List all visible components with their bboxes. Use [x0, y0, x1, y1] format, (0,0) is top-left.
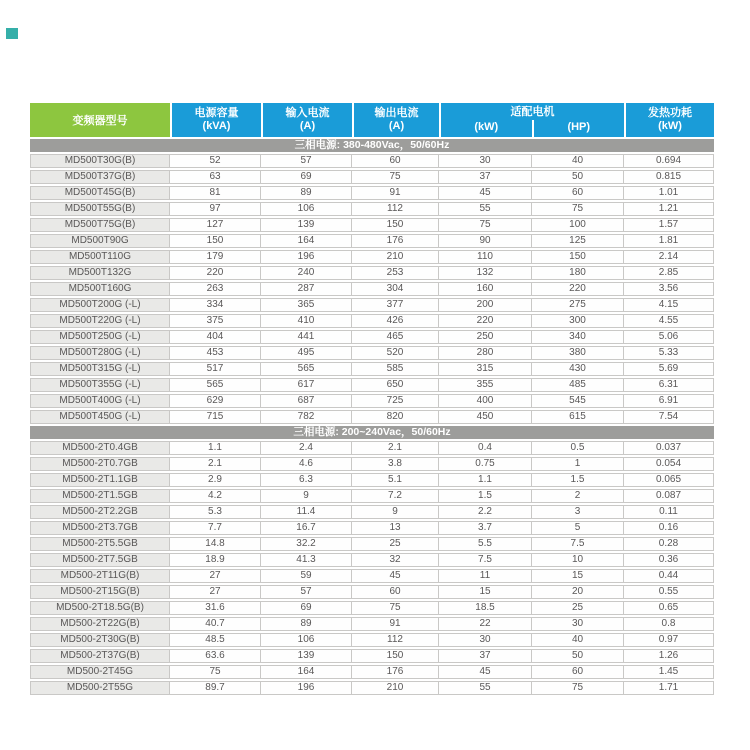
value-cell: 5.1 — [352, 473, 439, 487]
model-cell: MD500-2T5.5GB — [30, 537, 170, 551]
header-power-capacity-title: 电源容量 — [194, 107, 239, 119]
value-cell: 60 — [532, 186, 624, 200]
value-cell: 10 — [532, 553, 624, 567]
header-output-current — [352, 103, 439, 137]
value-cell: 465 — [352, 330, 439, 344]
header-heat-loss — [624, 103, 714, 137]
value-cell: 2.1 — [170, 457, 261, 471]
value-cell: 15 — [532, 569, 624, 583]
header-adapted-motor-group — [439, 103, 624, 137]
table-body — [30, 139, 714, 695]
value-cell: 200 — [439, 298, 532, 312]
model-cell: MD500-2T30G(B) — [30, 633, 170, 647]
table-row — [30, 394, 714, 408]
value-cell: 7.5 — [532, 537, 624, 551]
value-cell: 196 — [261, 250, 352, 264]
value-cell: 1.45 — [624, 665, 714, 679]
table-row — [30, 585, 714, 599]
header-output-current-unit: (A) — [388, 120, 405, 132]
value-cell: 100 — [532, 218, 624, 232]
table-row — [30, 537, 714, 551]
value-cell: 2 — [532, 489, 624, 503]
value-cell: 0.815 — [624, 170, 714, 184]
model-cell: MD500-2T0.7GB — [30, 457, 170, 471]
table-row — [30, 250, 714, 264]
value-cell: 1.26 — [624, 649, 714, 663]
value-cell: 1.5 — [532, 473, 624, 487]
model-cell: MD500T220G (-L) — [30, 314, 170, 328]
value-cell: 106 — [261, 202, 352, 216]
value-cell: 430 — [532, 362, 624, 376]
model-cell: MD500T90G — [30, 234, 170, 248]
value-cell: 150 — [352, 218, 439, 232]
value-cell: 1.81 — [624, 234, 714, 248]
table-row — [30, 441, 714, 455]
value-cell: 132 — [439, 266, 532, 280]
value-cell: 60 — [532, 665, 624, 679]
value-cell: 820 — [352, 410, 439, 424]
model-cell: MD500-2T22G(B) — [30, 617, 170, 631]
value-cell: 63.6 — [170, 649, 261, 663]
corner-mark — [6, 28, 18, 39]
value-cell: 2.85 — [624, 266, 714, 280]
value-cell: 5.06 — [624, 330, 714, 344]
table-row — [30, 617, 714, 631]
value-cell: 520 — [352, 346, 439, 360]
value-cell: 404 — [170, 330, 261, 344]
model-cell: MD500-2T45G — [30, 665, 170, 679]
value-cell: 0.28 — [624, 537, 714, 551]
value-cell: 0.55 — [624, 585, 714, 599]
value-cell: 1.01 — [624, 186, 714, 200]
value-cell: 715 — [170, 410, 261, 424]
value-cell: 27 — [170, 569, 261, 583]
value-cell: 3.7 — [439, 521, 532, 535]
table-row — [30, 266, 714, 280]
value-cell: 6.91 — [624, 394, 714, 408]
model-cell: MD500T280G (-L) — [30, 346, 170, 360]
model-cell: MD500T45G(B) — [30, 186, 170, 200]
value-cell: 60 — [352, 585, 439, 599]
value-cell: 5.5 — [439, 537, 532, 551]
value-cell: 400 — [439, 394, 532, 408]
value-cell: 1.5 — [439, 489, 532, 503]
value-cell: 11 — [439, 569, 532, 583]
value-cell: 37 — [439, 170, 532, 184]
header-heat-loss-unit: (kW) — [658, 120, 682, 132]
table-row — [30, 649, 714, 663]
value-cell: 75 — [532, 202, 624, 216]
value-cell: 7.7 — [170, 521, 261, 535]
value-cell: 375 — [170, 314, 261, 328]
value-cell: 0.8 — [624, 617, 714, 631]
value-cell: 75 — [352, 601, 439, 615]
value-cell: 565 — [261, 362, 352, 376]
value-cell: 22 — [439, 617, 532, 631]
value-cell: 31.6 — [170, 601, 261, 615]
value-cell: 495 — [261, 346, 352, 360]
value-cell: 2.2 — [439, 505, 532, 519]
value-cell: 3.8 — [352, 457, 439, 471]
value-cell: 5.33 — [624, 346, 714, 360]
value-cell: 585 — [352, 362, 439, 376]
value-cell: 0.44 — [624, 569, 714, 583]
model-cell: MD500-2T7.5GB — [30, 553, 170, 567]
model-cell: MD500T160G — [30, 282, 170, 296]
value-cell: 4.6 — [261, 457, 352, 471]
value-cell: 340 — [532, 330, 624, 344]
value-cell: 565 — [170, 378, 261, 392]
table-row — [30, 410, 714, 424]
value-cell: 75 — [532, 681, 624, 695]
model-cell: MD500-2T18.5G(B) — [30, 601, 170, 615]
value-cell: 2.9 — [170, 473, 261, 487]
table-row — [30, 569, 714, 583]
value-cell: 69 — [261, 170, 352, 184]
value-cell: 110 — [439, 250, 532, 264]
header-heat-loss-title: 发热功耗 — [648, 107, 692, 119]
value-cell: 75 — [439, 218, 532, 232]
value-cell: 304 — [352, 282, 439, 296]
table-row — [30, 633, 714, 647]
value-cell: 1.71 — [624, 681, 714, 695]
header-adapted-motor-title: 适配电机 — [510, 106, 555, 118]
value-cell: 0.16 — [624, 521, 714, 535]
header-power-capacity — [170, 103, 261, 137]
table-row — [30, 681, 714, 695]
value-cell: 0.36 — [624, 553, 714, 567]
value-cell: 18.5 — [439, 601, 532, 615]
model-cell: MD500T450G (-L) — [30, 410, 170, 424]
value-cell: 4.15 — [624, 298, 714, 312]
model-cell: MD500-2T0.4GB — [30, 441, 170, 455]
value-cell: 9 — [352, 505, 439, 519]
table-row — [30, 170, 714, 184]
value-cell: 2.4 — [261, 441, 352, 455]
value-cell: 40 — [532, 154, 624, 168]
table-row — [30, 298, 714, 312]
table-row — [30, 202, 714, 216]
value-cell: 253 — [352, 266, 439, 280]
value-cell: 18.9 — [170, 553, 261, 567]
value-cell: 112 — [352, 202, 439, 216]
value-cell: 91 — [352, 617, 439, 631]
value-cell: 650 — [352, 378, 439, 392]
value-cell: 50 — [532, 170, 624, 184]
value-cell: 30 — [439, 633, 532, 647]
table-row — [30, 457, 714, 471]
value-cell: 50 — [532, 649, 624, 663]
value-cell: 210 — [352, 681, 439, 695]
table-row — [30, 505, 714, 519]
value-cell: 355 — [439, 378, 532, 392]
model-cell: MD500T30G(B) — [30, 154, 170, 168]
table-row — [30, 521, 714, 535]
table-row — [30, 378, 714, 392]
model-cell: MD500-2T2.2GB — [30, 505, 170, 519]
value-cell: 25 — [352, 537, 439, 551]
value-cell: 365 — [261, 298, 352, 312]
value-cell: 179 — [170, 250, 261, 264]
value-cell: 280 — [439, 346, 532, 360]
value-cell: 334 — [170, 298, 261, 312]
value-cell: 139 — [261, 218, 352, 232]
value-cell: 0.5 — [532, 441, 624, 455]
value-cell: 32 — [352, 553, 439, 567]
value-cell: 220 — [532, 282, 624, 296]
value-cell: 441 — [261, 330, 352, 344]
table-row — [30, 665, 714, 679]
value-cell: 37 — [439, 649, 532, 663]
header-model-column: 变频器型号 — [30, 103, 170, 137]
value-cell: 55 — [439, 681, 532, 695]
value-cell: 45 — [439, 186, 532, 200]
model-cell: MD500-2T55G — [30, 681, 170, 695]
value-cell: 30 — [439, 154, 532, 168]
value-cell: 2.1 — [352, 441, 439, 455]
value-cell: 150 — [532, 250, 624, 264]
value-cell: 75 — [170, 665, 261, 679]
table-row — [30, 346, 714, 360]
value-cell: 485 — [532, 378, 624, 392]
value-cell: 517 — [170, 362, 261, 376]
value-cell: 40 — [532, 633, 624, 647]
value-cell: 125 — [532, 234, 624, 248]
table-row — [30, 553, 714, 567]
value-cell: 164 — [261, 234, 352, 248]
value-cell: 410 — [261, 314, 352, 328]
value-cell: 45 — [352, 569, 439, 583]
value-cell: 0.054 — [624, 457, 714, 471]
model-cell: MD500-2T11G(B) — [30, 569, 170, 583]
value-cell: 5.69 — [624, 362, 714, 376]
value-cell: 0.065 — [624, 473, 714, 487]
value-cell: 300 — [532, 314, 624, 328]
header-input-current — [261, 103, 352, 137]
section-header: 三相电源: 380-480Vac，50/60Hz — [30, 139, 714, 152]
value-cell: 287 — [261, 282, 352, 296]
header-output-current-title: 输出电流 — [374, 107, 419, 119]
value-cell: 48.5 — [170, 633, 261, 647]
model-cell: MD500T37G(B) — [30, 170, 170, 184]
table-row — [30, 282, 714, 296]
model-cell: MD500T250G (-L) — [30, 330, 170, 344]
table-row — [30, 473, 714, 487]
value-cell: 60 — [352, 154, 439, 168]
model-cell: MD500-2T37G(B) — [30, 649, 170, 663]
value-cell: 52 — [170, 154, 261, 168]
table-row — [30, 314, 714, 328]
value-cell: 0.75 — [439, 457, 532, 471]
value-cell: 210 — [352, 250, 439, 264]
model-cell: MD500-2T15G(B) — [30, 585, 170, 599]
value-cell: 4.55 — [624, 314, 714, 328]
value-cell: 25 — [532, 601, 624, 615]
value-cell: 220 — [170, 266, 261, 280]
model-cell: MD500T110G — [30, 250, 170, 264]
value-cell: 14.8 — [170, 537, 261, 551]
value-cell: 220 — [439, 314, 532, 328]
value-cell: 97 — [170, 202, 261, 216]
value-cell: 263 — [170, 282, 261, 296]
table-row — [30, 362, 714, 376]
value-cell: 1 — [532, 457, 624, 471]
value-cell: 112 — [352, 633, 439, 647]
value-cell: 16.7 — [261, 521, 352, 535]
value-cell: 725 — [352, 394, 439, 408]
value-cell: 629 — [170, 394, 261, 408]
model-cell: MD500T55G(B) — [30, 202, 170, 216]
value-cell: 69 — [261, 601, 352, 615]
value-cell: 4.2 — [170, 489, 261, 503]
value-cell: 1.21 — [624, 202, 714, 216]
value-cell: 89 — [261, 617, 352, 631]
value-cell: 180 — [532, 266, 624, 280]
value-cell: 11.4 — [261, 505, 352, 519]
header-input-current-title: 输入电流 — [285, 107, 330, 119]
table-row — [30, 330, 714, 344]
value-cell: 0.65 — [624, 601, 714, 615]
value-cell: 5.3 — [170, 505, 261, 519]
value-cell: 782 — [261, 410, 352, 424]
value-cell: 426 — [352, 314, 439, 328]
value-cell: 40.7 — [170, 617, 261, 631]
value-cell: 81 — [170, 186, 261, 200]
value-cell: 315 — [439, 362, 532, 376]
value-cell: 32.2 — [261, 537, 352, 551]
value-cell: 6.3 — [261, 473, 352, 487]
value-cell: 545 — [532, 394, 624, 408]
header-motor-hp-unit: (HP) — [532, 120, 625, 137]
value-cell: 0.4 — [439, 441, 532, 455]
value-cell: 1.1 — [439, 473, 532, 487]
value-cell: 275 — [532, 298, 624, 312]
value-cell: 7.2 — [352, 489, 439, 503]
table-header — [30, 103, 714, 137]
model-cell: MD500-2T1.1GB — [30, 473, 170, 487]
header-motor-kw-unit: (kW) — [474, 121, 499, 133]
table-row — [30, 186, 714, 200]
model-cell: MD500T200G (-L) — [30, 298, 170, 312]
value-cell: 196 — [261, 681, 352, 695]
header-adapted-motor-units — [441, 120, 624, 137]
value-cell: 176 — [352, 665, 439, 679]
model-cell: MD500T132G — [30, 266, 170, 280]
table-row — [30, 154, 714, 168]
value-cell: 57 — [261, 154, 352, 168]
value-cell: 89 — [261, 186, 352, 200]
value-cell: 250 — [439, 330, 532, 344]
value-cell: 615 — [532, 410, 624, 424]
value-cell: 0.087 — [624, 489, 714, 503]
table-row — [30, 234, 714, 248]
value-cell: 2.14 — [624, 250, 714, 264]
value-cell: 3 — [532, 505, 624, 519]
value-cell: 617 — [261, 378, 352, 392]
model-cell: MD500T75G(B) — [30, 218, 170, 232]
model-cell: MD500-2T1.5GB — [30, 489, 170, 503]
value-cell: 139 — [261, 649, 352, 663]
value-cell: 240 — [261, 266, 352, 280]
value-cell: 57 — [261, 585, 352, 599]
value-cell: 1.1 — [170, 441, 261, 455]
value-cell: 63 — [170, 170, 261, 184]
value-cell: 91 — [352, 186, 439, 200]
value-cell: 7.54 — [624, 410, 714, 424]
model-cell: MD500-2T3.7GB — [30, 521, 170, 535]
value-cell: 27 — [170, 585, 261, 599]
value-cell: 1.57 — [624, 218, 714, 232]
value-cell: 176 — [352, 234, 439, 248]
spec-table — [30, 103, 714, 695]
model-cell: MD500T400G (-L) — [30, 394, 170, 408]
value-cell: 164 — [261, 665, 352, 679]
value-cell: 20 — [532, 585, 624, 599]
value-cell: 453 — [170, 346, 261, 360]
value-cell: 0.11 — [624, 505, 714, 519]
value-cell: 13 — [352, 521, 439, 535]
table-row — [30, 601, 714, 615]
value-cell: 55 — [439, 202, 532, 216]
value-cell: 380 — [532, 346, 624, 360]
value-cell: 30 — [532, 617, 624, 631]
value-cell: 450 — [439, 410, 532, 424]
value-cell: 127 — [170, 218, 261, 232]
value-cell: 5 — [532, 521, 624, 535]
value-cell: 59 — [261, 569, 352, 583]
value-cell: 75 — [352, 170, 439, 184]
table-row — [30, 489, 714, 503]
section-header: 三相电源: 200~240Vac，50/60Hz — [30, 426, 714, 439]
value-cell: 7.5 — [439, 553, 532, 567]
value-cell: 106 — [261, 633, 352, 647]
header-power-capacity-unit: (kVA) — [202, 120, 231, 132]
value-cell: 150 — [170, 234, 261, 248]
model-cell: MD500T355G (-L) — [30, 378, 170, 392]
table-row — [30, 218, 714, 232]
value-cell: 160 — [439, 282, 532, 296]
value-cell: 41.3 — [261, 553, 352, 567]
value-cell: 0.037 — [624, 441, 714, 455]
value-cell: 3.56 — [624, 282, 714, 296]
value-cell: 0.694 — [624, 154, 714, 168]
model-cell: MD500T315G (-L) — [30, 362, 170, 376]
value-cell: 89.7 — [170, 681, 261, 695]
value-cell: 377 — [352, 298, 439, 312]
value-cell: 9 — [261, 489, 352, 503]
value-cell: 0.97 — [624, 633, 714, 647]
header-input-current-unit: (A) — [299, 120, 316, 132]
value-cell: 90 — [439, 234, 532, 248]
value-cell: 45 — [439, 665, 532, 679]
value-cell: 687 — [261, 394, 352, 408]
value-cell: 6.31 — [624, 378, 714, 392]
value-cell: 150 — [352, 649, 439, 663]
value-cell: 15 — [439, 585, 532, 599]
